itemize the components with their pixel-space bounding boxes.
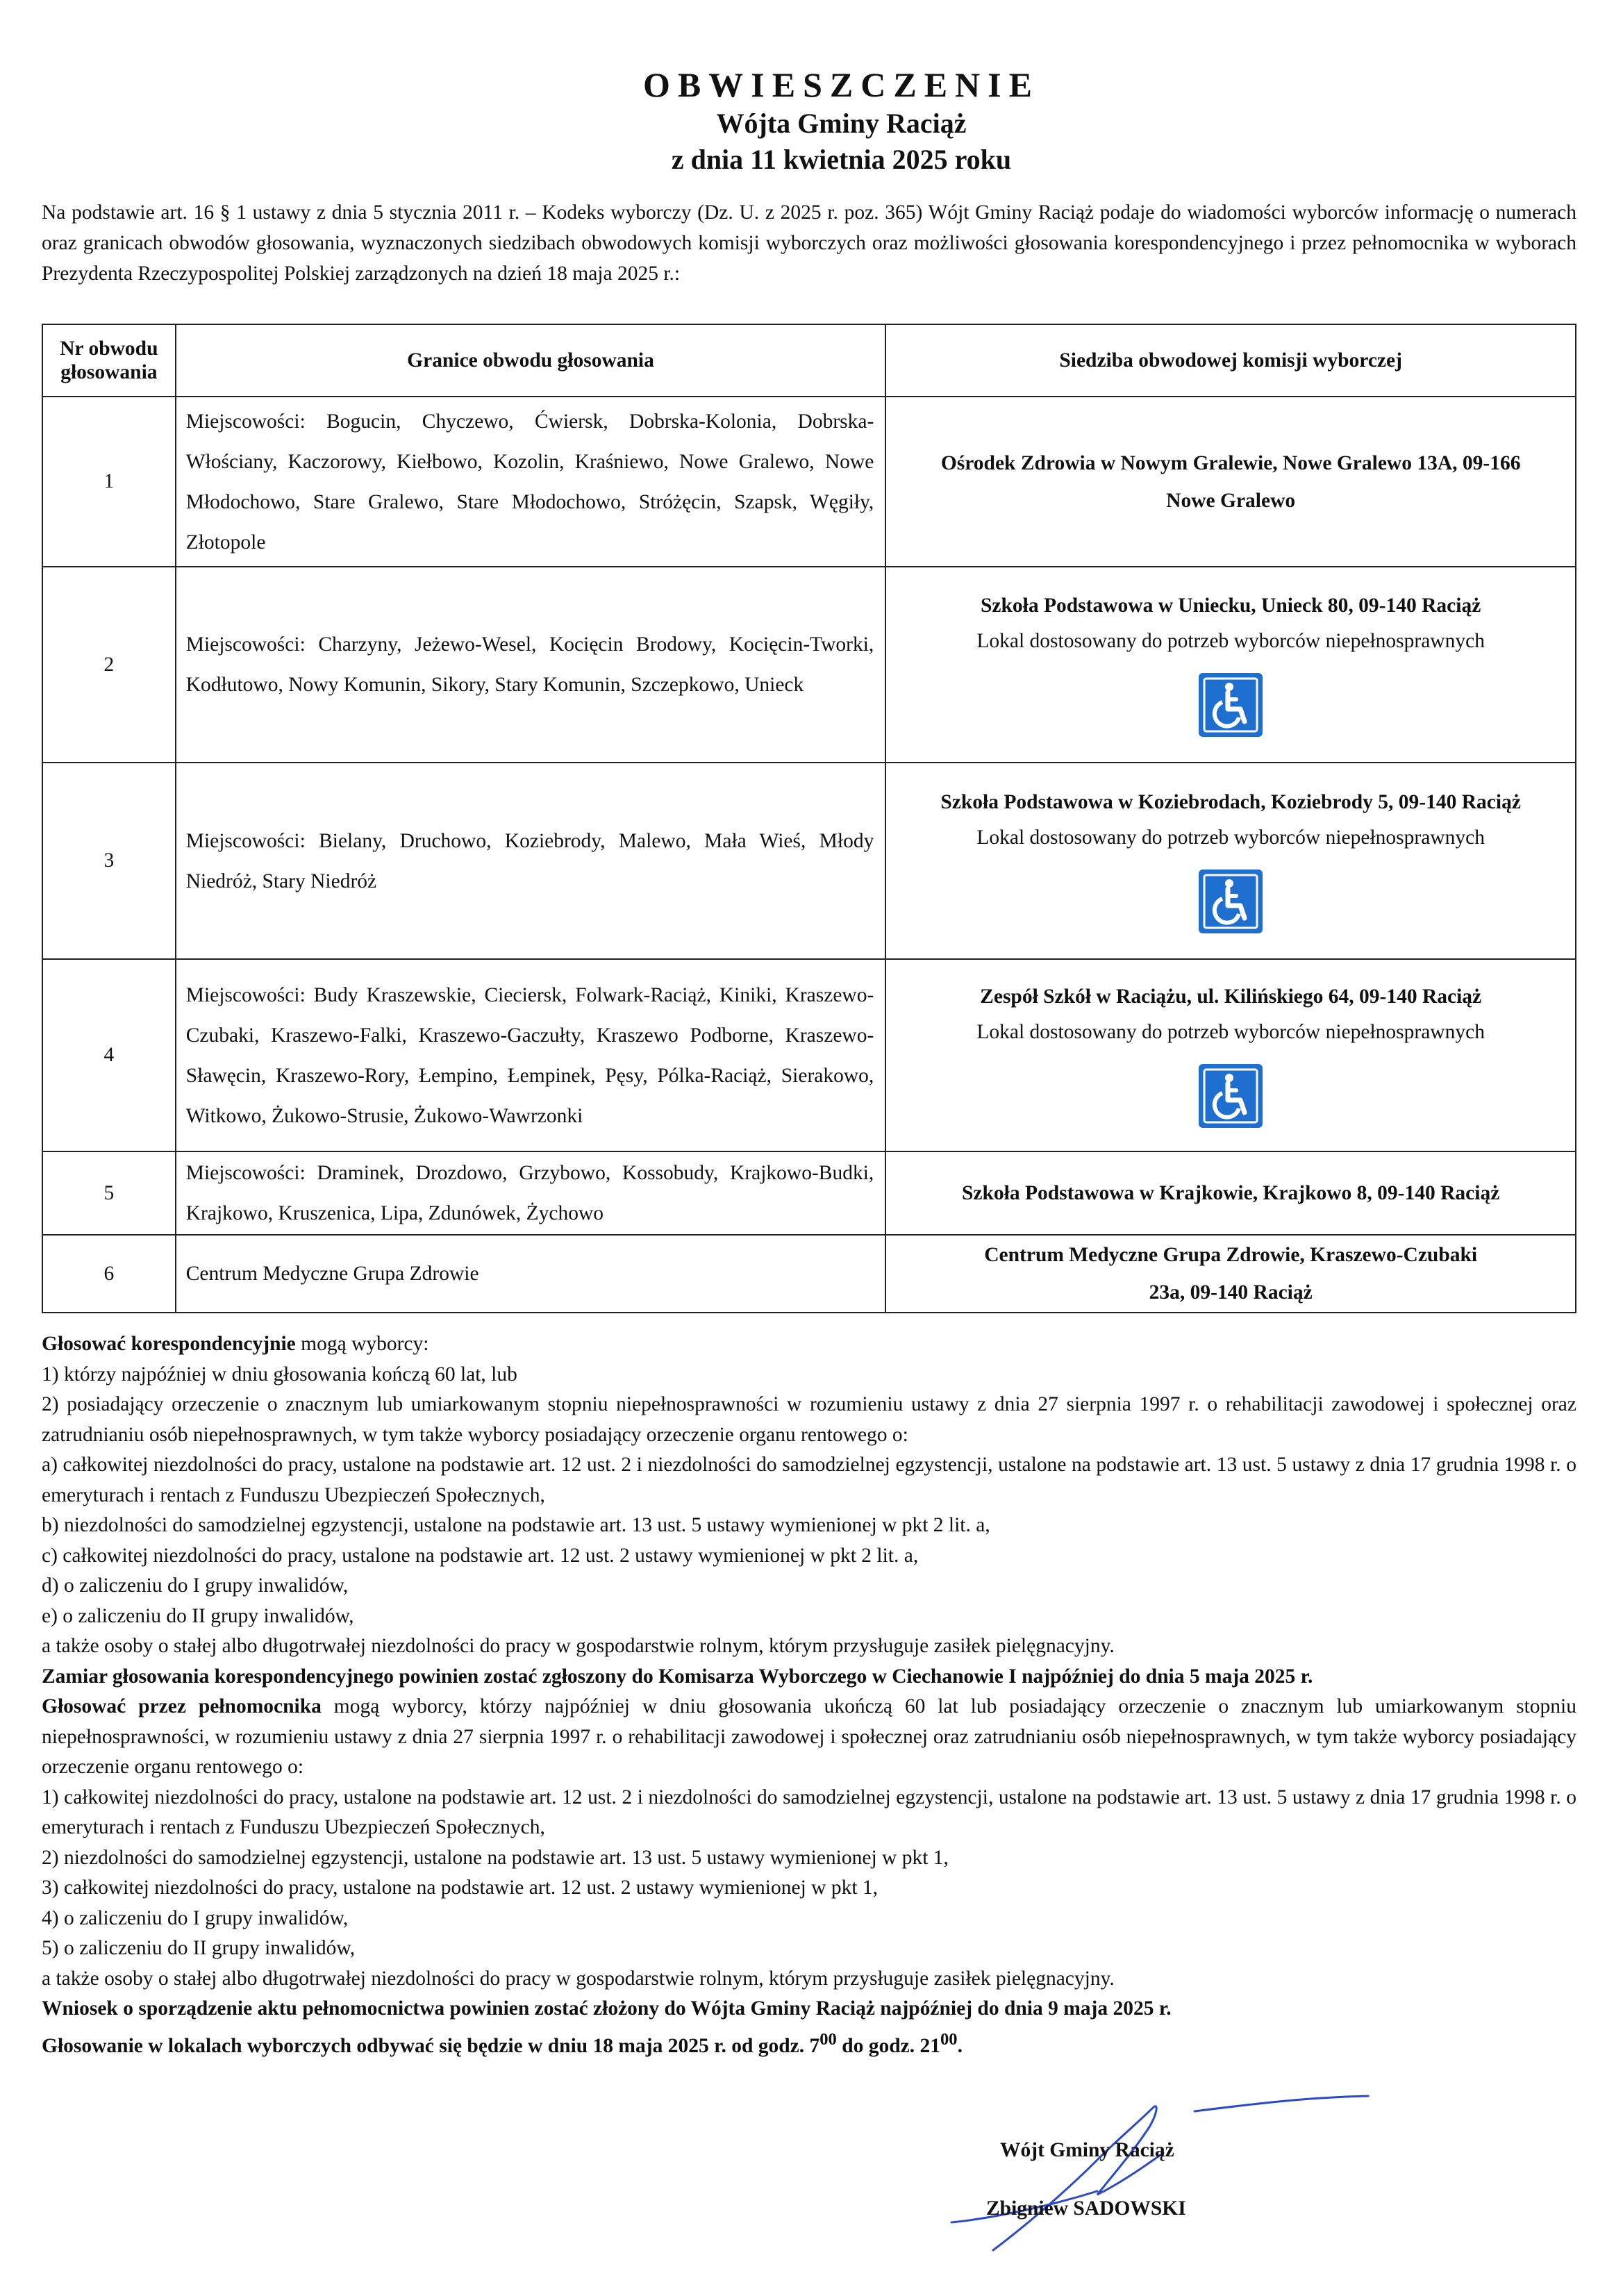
signature-role: Wójt Gminy Raciąż: [1000, 2139, 1174, 2161]
document-subtitle: Wójta Gminy Raciąż: [716, 108, 967, 139]
table-row: [42, 397, 1576, 567]
row-nr: 4: [42, 959, 176, 1151]
list-item: 2) niezdolności do samodzielnej egzystencji, ustalone na podstawie art. 13 ust. 5 ustawy wymienionej w pkt 1,: [42, 1846, 949, 1869]
accessible-label: Lokal dostosowany do potrzeb wyborców niepełnosprawnych: [976, 630, 1485, 652]
document-title: OBWIESZCZENIE: [643, 65, 1040, 104]
pelnomocnik-lead-rest: mogą wyborcy, którzy najpóźniej w dniu głosowania ukończą 60 lat lub posiadający orzeczenie o znacznym lub umiarkowanym stopniu niepełnosprawności, w rozumieniu ustawy z dnia 27 sierpnia 1997 r. o rehabilitacji zawodowej i społecznej oraz zatrudnianiu osób niepełnosprawnych, w tym także wyborcy posiadający orzeczenie organu rentowego o:: [42, 1695, 1576, 1778]
korespondencyjne-deadline: Zamiar głosowania korespondencyjnego powinien zostać zgłoszony do Komisarza Wyborczego w Ciechanowie I najpóźniej do dnia 5 maja 2025 r.: [42, 1665, 1313, 1688]
list-item: 3) całkowitej niezdolności do pracy, ustalone na podstawie art. 12 ust. 2 ustawy wymienionej w pkt 1,: [42, 1877, 879, 1899]
siedziba-address: Szkoła Podstawowa w Uniecku, Unieck 80, 09-140 Raciąż: [981, 594, 1481, 617]
row-nr: 3: [42, 763, 176, 959]
siedziba-address: Ośrodek Zdrowia w Nowym Gralewie, Nowe Gralewo 13A, 09-166 Nowe Gralewo: [940, 451, 1521, 512]
voting-hours-sup: 00: [819, 2029, 837, 2049]
row-siedziba: [885, 763, 1576, 959]
list-item: b) niezdolności do samodzielnej egzystencji, ustalone na podstawie art. 13 ust. 5 ustawy wymienionej w pkt 2 lit. a,: [42, 1514, 990, 1536]
korespondencyjne-lead-bold: Głosować korespondencyjnie: [42, 1333, 296, 1355]
row-siedziba: [885, 1151, 1576, 1235]
table-row: [42, 1235, 1576, 1313]
siedziba-address: Zespół Szkół w Raciążu, ul. Kilińskiego 64, 09-140 Raciąż: [980, 985, 1482, 1008]
row-nr: 2: [42, 567, 176, 763]
header-granice: Granice obwodu głosowania: [176, 324, 886, 397]
row-granice: Miejscowości: Budy Kraszewskie, Cieciersk, Folwark-Raciąż, Kiniki, Kraszewo-Czubaki, Kraszewo-Falki, Kraszewo-Gaczułty, Kraszewo Podborne, Kraszewo-Sławęcin, Kraszewo-Rory, Łempino, Łempinek, Pęsy, Pólka-Raciąż, Sierakowo, Witkowo, Żukowo-Strusie, Żukowo-Wawrzonki: [176, 959, 886, 1151]
pelnomocnik-deadline: Wniosek o sporządzenie aktu pełnomocnictwa powinien zostać złożony do Wójta Gminy Raciąż najpóźniej do dnia 9 maja 2025 r.: [42, 1997, 1172, 2020]
table-row: [42, 763, 1576, 959]
header-nr: Nr obwodu głosowania: [42, 324, 176, 397]
list-item: 4) o zaliczeniu do I grupy inwalidów,: [42, 1906, 349, 1929]
row-granice: Miejscowości: Charzyny, Jeżewo-Wesel, Kocięcin Brodowy, Kocięcin-Tworki, Kodłutowo, Nowy Komunin, Sikory, Stary Komunin, Szczepkowo, Unieck: [176, 567, 886, 763]
accessible-label: Lokal dostosowany do potrzeb wyborców niepełnosprawnych: [976, 826, 1485, 849]
document-body: [42, 1329, 1576, 2061]
table-row: [42, 1151, 1576, 1235]
row-siedziba: [885, 567, 1576, 763]
voting-hours-text: do godz. 21: [836, 2034, 940, 2057]
document-date: z dnia 11 kwietnia 2025 roku: [671, 144, 1012, 175]
row-granice: Miejscowości: Bogucin, Chyczewo, Ćwiersk, Dobrska-Kolonia, Dobrska-Włościany, Kaczorowy, Kiełbowo, Kozolin, Kraśniewo, Nowe Gralewo, Nowe Młodochowo, Stare Gralewo, Stare Młodochowo, Stróżęcin, Szapsk, Węgiły, Złotopole: [176, 397, 886, 567]
row-granice: Miejscowości: Draminek, Drozdowo, Grzybowo, Kossobudy, Krajkowo-Budki, Krajkowo, Kruszenica, Lipa, Zdunówek, Żychowo: [176, 1151, 886, 1235]
row-siedziba: [885, 959, 1576, 1151]
list-item: 5) o zaliczeniu do II grupy inwalidów,: [42, 1937, 356, 1959]
wheelchair-icon: [1199, 673, 1263, 737]
table-header-row: [42, 324, 1576, 397]
document-header: [0, 64, 1623, 178]
list-item: d) o zaliczeniu do I grupy inwalidów,: [42, 1574, 349, 1597]
row-nr: 1: [42, 397, 176, 567]
list-item: e) o zaliczeniu do II grupy inwalidów,: [42, 1604, 354, 1627]
list-item: c) całkowitej niezdolności do pracy, ustalone na podstawie art. 12 ust. 2 ustawy wymienionej w pkt 2 lit. a,: [42, 1544, 919, 1567]
wheelchair-icon: [1199, 870, 1263, 933]
korespondencyjne-lead: [42, 1329, 1576, 1360]
pelnomocnik-lead-bold: Głosować przez pełnomocnika: [42, 1695, 322, 1717]
table-row: [42, 567, 1576, 763]
header-siedziba: Siedziba obwodowej komisji wyborczej: [885, 324, 1576, 397]
row-nr: 5: [42, 1151, 176, 1235]
row-granice: Miejscowości: Bielany, Druchowo, Koziebrody, Malewo, Mała Wieś, Młody Niedróż, Stary Niedróż: [176, 763, 886, 959]
siedziba-address: Szkoła Podstawowa w Krajkowie, Krajkowo 8, 09-140 Raciąż: [961, 1182, 1500, 1204]
korespondencyjne-lead-rest: mogą wyborcy:: [295, 1333, 429, 1355]
voting-hours-text: .: [957, 2034, 963, 2057]
accessible-label: Lokal dostosowany do potrzeb wyborców niepełnosprawnych: [976, 1020, 1485, 1043]
list-item: a także osoby o stałej albo długotrwałej niezdolności do pracy w gospodarstwie rolnym, którym przysługuje zasiłek pielęgnacyjny.: [42, 1635, 1115, 1657]
voting-districts-table: [42, 324, 1576, 1313]
wheelchair-icon: [1199, 1064, 1263, 1128]
list-item: a) całkowitej niezdolności do pracy, ustalone na podstawie art. 12 ust. 2 i niezdolności do samodzielnej egzystencji, ustalone na podstawie art. 13 ust. 5 ustawy z dnia 17 grudnia 1998 r. o emeryturach i rentach z Funduszu Ubezpieczeń Społecznych,: [42, 1454, 1576, 1506]
pelnomocnik-lead: [42, 1692, 1576, 1783]
intro-paragraph: Na podstawie art. 16 § 1 ustawy z dnia 5 stycznia 2011 r. – Kodeks wyborczy (Dz. U. z 2025 r. poz. 365) Wójt Gminy Raciąż podaje do wiadomości wyborców informację o numerach oraz granicach obwodów głosowania, wyznaczonych siedzibach obwodowych komisji wyborczych oraz możliwości głosowania korespondencyjnego i przez pełnomocnika w wyborach Prezydenta Rzeczypospolitej Polskiej zarządzonych na dzień 18 maja 2025 r.:: [42, 201, 1576, 285]
list-item: a także osoby o stałej albo długotrwałej niezdolności do pracy w gospodarstwie rolnym, którym przysługuje zasiłek pielęgnacyjny.: [42, 1967, 1115, 1990]
row-granice: Centrum Medyczne Grupa Zdrowie: [176, 1235, 886, 1313]
list-item: 2) posiadający orzeczenie o znacznym lub umiarkowanym stopniu niepełnosprawności w rozumieniu ustawy z dnia 27 sierpnia 1997 r. o rehabilitacji zawodowej i społecznej oraz zatrudnianiu osób niepełnosprawnych, w tym także wyborcy posiadający orzeczenie organu rentowego o:: [42, 1393, 1576, 1446]
row-siedziba: [885, 397, 1576, 567]
list-item: 1) którzy najpóźniej w dniu głosowania kończą 60 lat, lub: [42, 1363, 517, 1386]
row-siedziba: [885, 1235, 1576, 1313]
voting-hours-text: Głosowanie w lokalach wyborczych odbywać się będzie w dniu 18 maja 2025 r. od godz. 7: [42, 2034, 820, 2057]
siedziba-address: Centrum Medyczne Grupa Zdrowie, Kraszewo-Czubaki 23a, 09-140 Raciąż: [984, 1244, 1478, 1304]
siedziba-address: Szkoła Podstawowa w Koziebrodach, Koziebrody 5, 09-140 Raciąż: [940, 790, 1521, 813]
list-item: 1) całkowitej niezdolności do pracy, ustalone na podstawie art. 12 ust. 2 i niezdolności do samodzielnej egzystencji, ustalone na podstawie art. 13 ust. 5 ustawy z dnia 17 grudnia 1998 r. o emeryturach i rentach z Funduszu Ubezpieczeń Społecznych,: [42, 1786, 1576, 1838]
voting-hours-sup: 00: [940, 2029, 958, 2049]
signature-name: Zbigniew SADOWSKI: [986, 2197, 1186, 2220]
row-nr: 6: [42, 1235, 176, 1313]
table-row: [42, 959, 1576, 1151]
